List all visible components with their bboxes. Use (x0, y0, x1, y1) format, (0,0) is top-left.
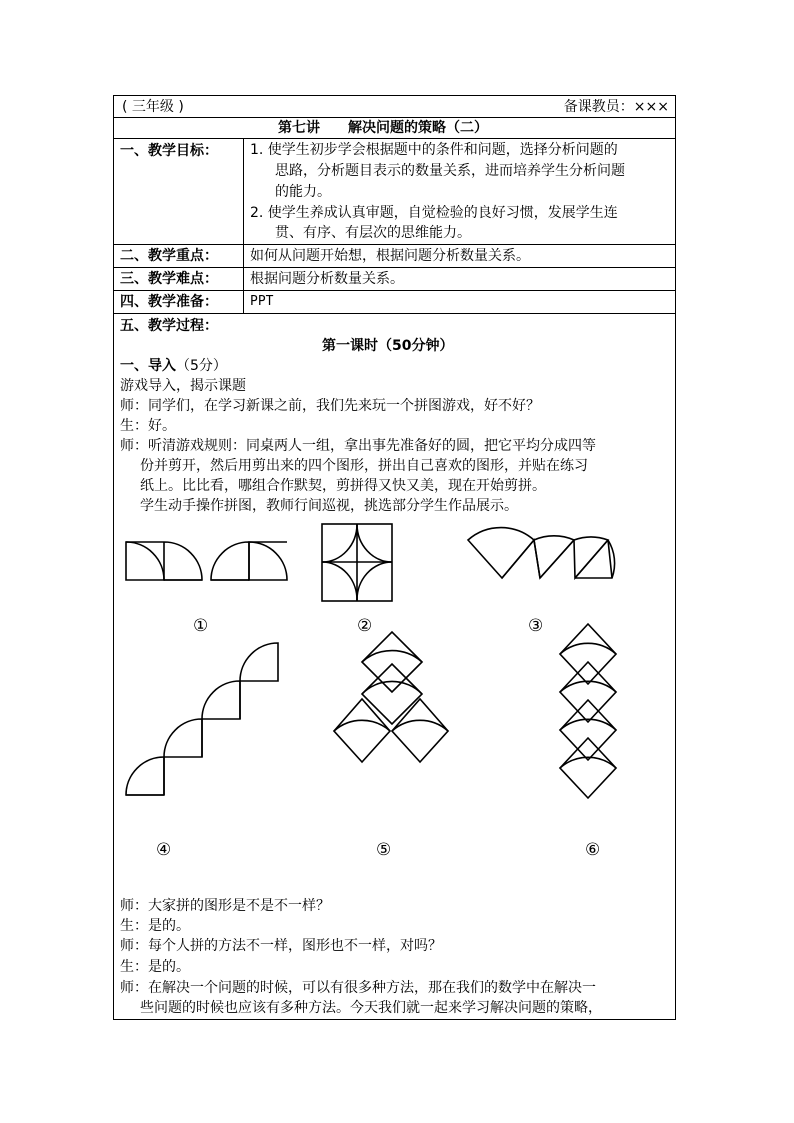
goal-line: 贯、有序、有层次的思维能力。 (275, 225, 471, 241)
period-title: 第一课时（50分钟） (322, 338, 454, 354)
dialogue-line: 师：大家拼的图形是不是不一样？ (120, 898, 330, 914)
text-line: 学生动手操作拼图，教师行间巡视，挑选部分学生作品展示。 (140, 498, 518, 514)
goal-line: 思路，分析题目表示的数量关系，进而培养学生分析问题 (275, 163, 625, 179)
intro-heading: 一、导入（5分） (120, 358, 227, 374)
dialogue-line: 些问题的时候也应该有多种方法。今天我们就一起来学习解决问题的策略， (140, 1000, 602, 1016)
preparation-row (114, 291, 675, 314)
header-row (114, 96, 675, 118)
text-line: 师：听清游戏规则：同桌两人一组，拿出事先准备好的圆，把它平均分成四等 (120, 438, 596, 454)
dialogue-line: 师：在解决一个问题的时候，可以有很多种方法，那在我们的数学中在解决一 (120, 980, 596, 996)
dialogue-line: 生：是的。 (120, 959, 190, 975)
figure-label: ⑥ (585, 840, 601, 860)
text-line: 份并剪开，然后用剪出来的四个图形，拼出自己喜欢的图形，并贴在练习 (140, 458, 588, 474)
preparer-label: 备课教员：××× (563, 99, 669, 115)
key-point-row (114, 245, 675, 268)
figure-label: ⑤ (376, 840, 392, 860)
goal-line: 2. 使学生养成认真审题，自觉检验的良好习惯，发展学生连 (250, 205, 618, 221)
process-section (114, 314, 675, 1019)
figure-label: ① (193, 616, 209, 636)
figure-label: ④ (156, 840, 172, 860)
process-label: 五、教学过程： (120, 318, 218, 334)
text-line: 游戏导入，揭示课题 (120, 378, 246, 394)
goal-line: 1. 使学生初步学会根据题中的条件和问题，选择分析问题的 (250, 142, 618, 158)
goals-row (114, 139, 675, 245)
text-line: 纸上。比比看，哪组合作默契，剪拼得又快又美，现在开始剪拼。 (140, 478, 546, 494)
key-point-label: 二、教学重点： (120, 248, 218, 264)
figure-6-shape (560, 624, 616, 798)
goals-label: 一、教学目标： (120, 143, 218, 159)
figure-2-shape (322, 524, 392, 601)
text-line: 师：同学们，在学习新课之前，我们先来玩一个拼图游戏，好不好？ (120, 398, 540, 414)
figure-1-shape (126, 542, 287, 580)
preparation-value: PPT (250, 294, 274, 309)
figure-label: ③ (528, 616, 544, 636)
title-row (114, 118, 675, 139)
lesson-title: 第七讲 解决问题的策略（二） (278, 120, 488, 136)
figure-3-shape (468, 528, 615, 578)
difficulty-value: 根据问题分析数量关系。 (250, 271, 404, 287)
grade-label: ( 三年级 ) (122, 99, 184, 115)
lesson-plan-table (113, 95, 676, 1020)
difficulty-row (114, 268, 675, 291)
goal-line: 的能力。 (275, 184, 331, 200)
figure-label: ② (357, 616, 373, 636)
text-line: 生：好。 (120, 418, 176, 434)
difficulty-label: 三、教学难点： (120, 271, 218, 287)
dialogue-line: 师：每个人拼的方法不一样，图形也不一样，对吗？ (120, 938, 442, 954)
figure-5-shape (334, 632, 448, 762)
key-point-value: 如何从问题开始想，根据问题分析数量关系。 (250, 248, 530, 264)
figure-4-shape (126, 643, 278, 795)
dialogue-line: 生：是的。 (120, 918, 190, 934)
preparation-label: 四、教学准备： (120, 294, 218, 310)
